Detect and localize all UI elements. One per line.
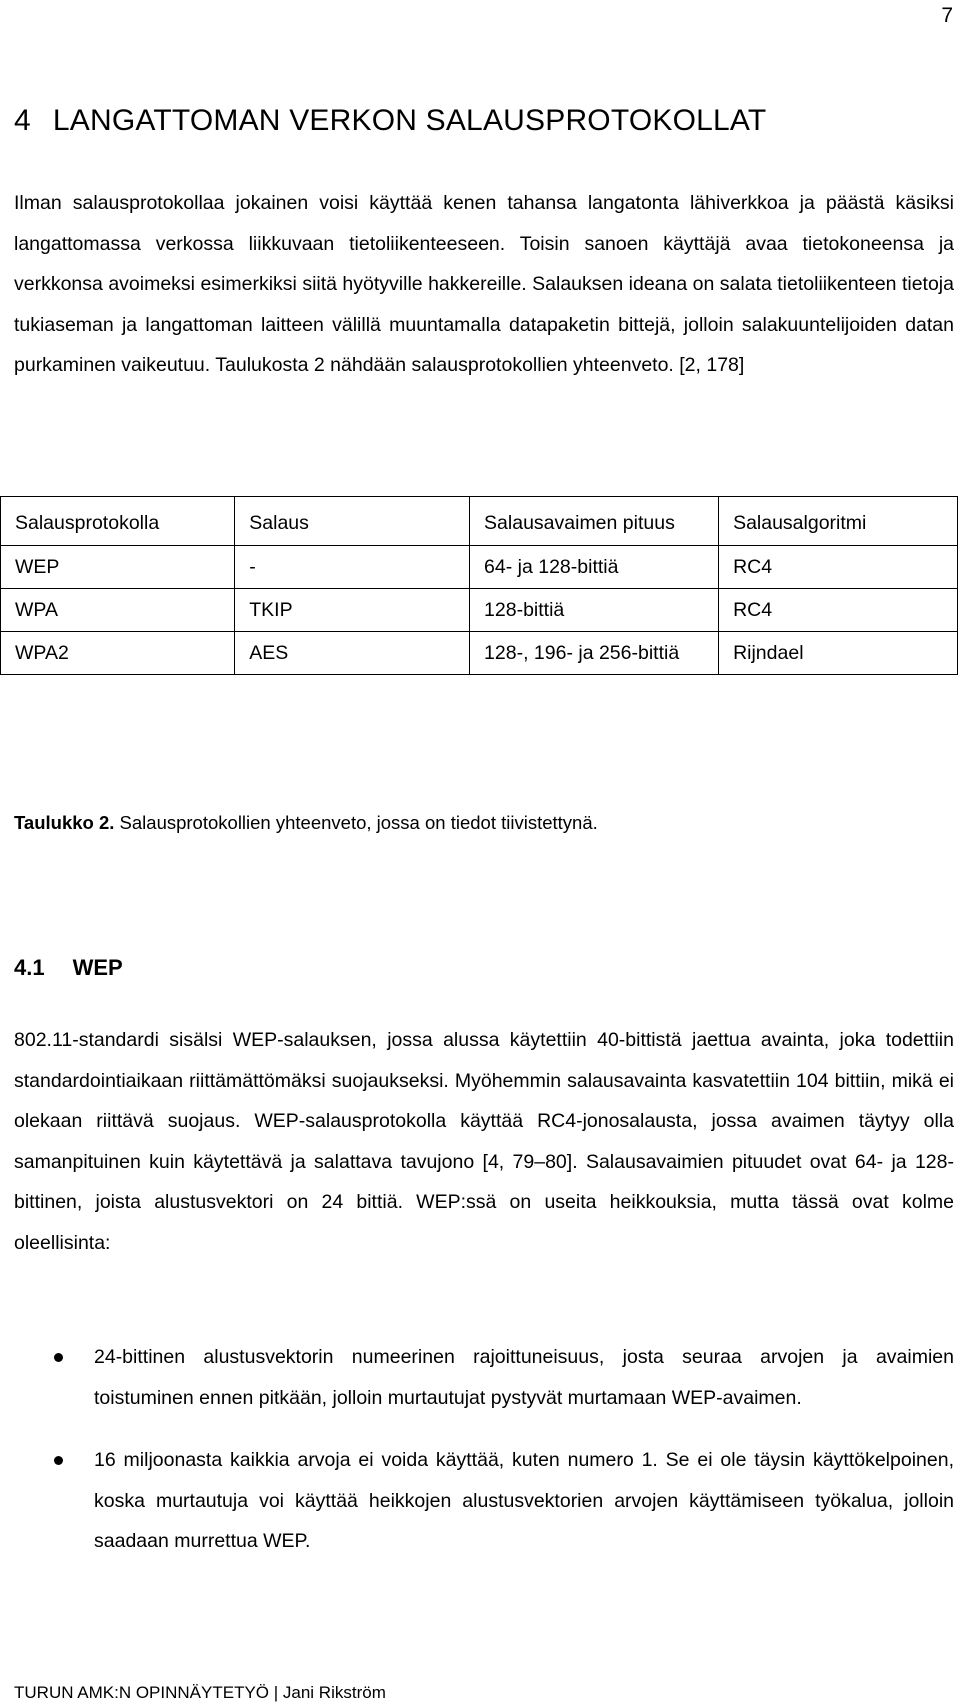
list-item-text: 24-bittinen alustusvektorin numeerinen rajoittuneisuus, josta seuraa arvojen ja avaimien toistuminen ennen pitkään, jolloin murtautujat pystyvät murtamaan WEP-avaimen. <box>94 1346 954 1409</box>
table-cell: 128-bittiä <box>470 589 719 632</box>
table-row <box>1 632 958 675</box>
table-cell: TKIP <box>235 589 470 632</box>
table-caption <box>14 812 598 834</box>
list-item <box>0 1440 954 1562</box>
list-item <box>0 1337 954 1418</box>
table-cell: WPA <box>1 589 235 632</box>
table-header-row <box>1 497 958 546</box>
protocol-summary-table <box>0 496 958 675</box>
table-row <box>1 589 958 632</box>
section-number: 4.1 <box>14 955 45 980</box>
chapter-title-text: LANGATTOMAN VERKON SALAUSPROTOKOLLAT <box>52 104 767 137</box>
table-header-cell: Salausalgoritmi <box>719 497 958 546</box>
table-row <box>1 546 958 589</box>
table-cell: WEP <box>1 546 235 589</box>
bullet-icon <box>54 1456 63 1465</box>
table-cell: WPA2 <box>1 632 235 675</box>
caption-label: Taulukko 2. <box>14 812 115 833</box>
table-header-cell: Salausprotokolla <box>1 497 235 546</box>
table-cell: 64- ja 128-bittiä <box>470 546 719 589</box>
table-cell: 128-, 196- ja 256-bittiä <box>470 632 719 675</box>
caption-text: Salausprotokollien yhteenveto, jossa on tiedot tiivistettynä. <box>114 812 598 833</box>
table-cell: RC4 <box>719 589 958 632</box>
table-cell: Rijndael <box>719 632 958 675</box>
table-header-cell: Salausavaimen pituus <box>470 497 719 546</box>
weakness-list <box>0 1337 954 1584</box>
bullet-icon <box>54 1353 63 1362</box>
table-cell: - <box>235 546 470 589</box>
list-item-text: 16 miljoonasta kaikkia arvoja ei voida käyttää, kuten numero 1. Se ei ole täysin käyttökelpoinen, koska murtautuja voi käyttää heikkojen alustusvektorien arvojen käyttämiseen työkalua, jolloin saadaan murrettua WEP. <box>94 1449 954 1552</box>
wep-paragraph: 802.11-standardi sisälsi WEP-salauksen, jossa alussa käytettiin 40-bittistä jaettua avainta, joka todettiin standardointiaikaan riittämättömäksi suojaukseksi. Myöhemmin salausavainta kasvatettiin 104 bittiin, mikä ei olekaan riittävä suojaus. WEP-salausprotokolla käyttää RC4-jonosalausta, jossa avaimen täytyy olla samanpituinen kuin käytettävä ja salattava tavujono [4, 79–80]. Salausavaimien pituudet ovat 64- ja 128-bittinen, joista alustusvektori on 24 bittiä. WEP:ssä on useita heikkouksia, mutta tässä ovat kolme oleellisinta: <box>14 1029 954 1254</box>
chapter-title <box>14 104 766 138</box>
section-title <box>14 955 123 981</box>
page-footer: TURUN AMK:N OPINNÄYTETYÖ | Jani Rikström <box>14 1683 386 1702</box>
page-number: 7 <box>941 4 953 27</box>
table-cell: RC4 <box>719 546 958 589</box>
table-header-cell: Salaus <box>235 497 470 546</box>
chapter-number: 4 <box>14 104 31 137</box>
table-cell: AES <box>235 632 470 675</box>
intro-paragraph: Ilman salausprotokollaa jokainen voisi käyttää kenen tahansa langatonta lähiverkkoa ja päästä käsiksi langattomassa verkossa liikkuvaan tietoliikenteeseen. Toisin sanoen käyttäjä avaa tietokoneensa ja verkkonsa avoimeksi esimerkiksi siitä hyötyville hakkereille. Salauksen ideana on salata tietoliikenteen tietoja tukiaseman ja langattoman laitteen välillä muuntamalla datapaketin bittejä, jolloin salakuuntelijoiden datan purkaminen vaikeutuu. Taulukosta 2 nähdään salausprotokollien yhteenveto. [2, 178] <box>14 192 954 376</box>
section-title-text: WEP <box>72 955 123 980</box>
